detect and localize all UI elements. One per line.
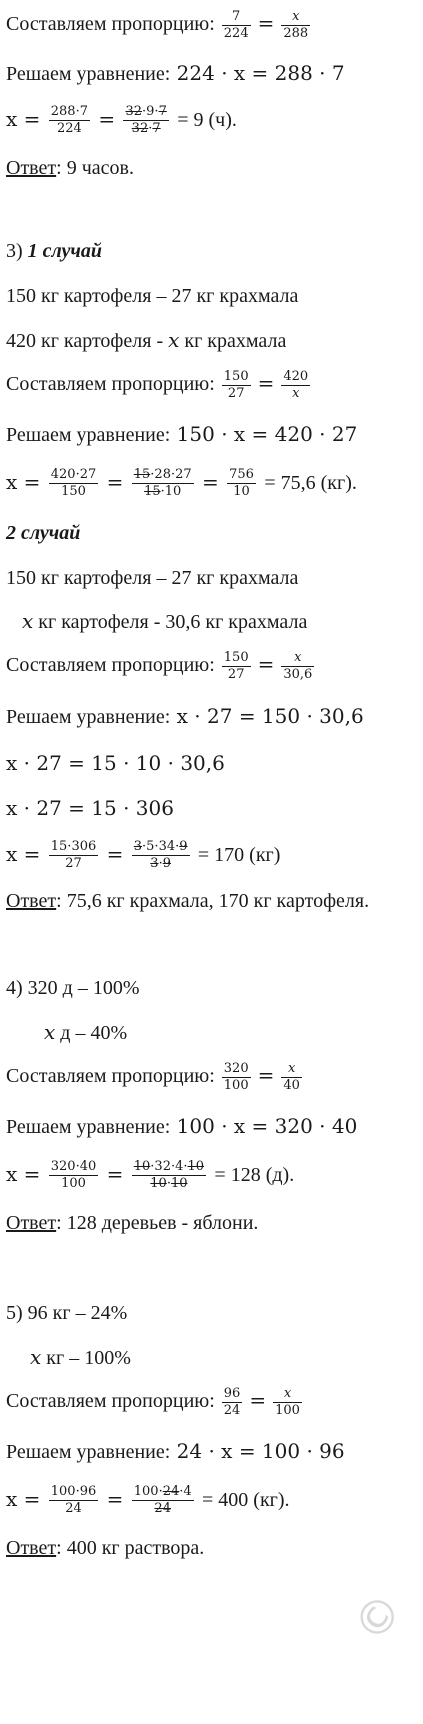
watermark-logo: ©: [342, 1583, 413, 1652]
p3-case2-step2: x · 27 = 15 · 306: [6, 796, 174, 820]
fraction: $\frac{320\cdot 40}{100}$: [50, 1159, 97, 1191]
fraction: $\frac{150}{27}$: [223, 369, 249, 401]
p5-solve-line: Решаем уравнение: 24 · x = 100 · 96: [6, 1439, 345, 1463]
fraction: $\frac{100\cdot 24\cdot 4}{24}$: [133, 1484, 192, 1516]
p3-case2-solve-line: Решаем уравнение: x · 27 = 150 · 30,6: [6, 704, 364, 728]
p4-answer: Ответ: 128 деревьев - яблони.: [6, 1212, 259, 1234]
fraction: $\frac{288\cdot 7}{224}$: [50, 104, 88, 136]
fraction: $\frac{7}{224}$: [223, 9, 249, 41]
p2-solution-line: x = $\frac{288\cdot 7}{224}$ = $\frac{32\cdot 9\cdot 7}{32\cdot 7}$ = 9 (ч).: [6, 104, 237, 136]
p3-case2-step1: x · 27 = 15 · 10 · 30,6: [6, 751, 225, 775]
p3-answer: Ответ: 75,6 кг крахмала, 170 кг картофеля.: [6, 890, 370, 912]
fraction: $\frac{150}{27}$: [223, 650, 249, 682]
p3-case2-proportion-line: Составляем пропорцию: $\frac{150}{27}$ = $\frac{x}{30,6}$: [6, 650, 313, 682]
p4-solution-line: x = $\frac{320\cdot 40}{100}$ = $\frac{10\cdot 32\cdot 4\cdot 10}{10\cdot 10}$ = 128 (д).: [6, 1159, 295, 1191]
p3-line1: 150 кг картофеля – 27 кг крахмала: [6, 285, 299, 307]
p5-answer: Ответ: 400 кг раствора.: [6, 1537, 205, 1559]
fraction: $\frac{10\cdot 32\cdot 4\cdot 10}{10\cdot 10}$: [133, 1159, 205, 1191]
p4-proportion-line: Составляем пропорцию: $\frac{320}{100}$ = $\frac{x}{40}$: [6, 1061, 300, 1093]
fraction: $\frac{x}{100}$: [275, 1386, 300, 1418]
p3-case2-header: 2 случай: [6, 522, 81, 544]
fraction: $\frac{x}{40}$: [283, 1061, 300, 1093]
p2-answer: Ответ: 9 часов.: [6, 157, 134, 179]
fraction: $\frac{15\cdot 28\cdot 27}{15\cdot 10}$: [133, 467, 192, 499]
p3-line2: 420 кг картофеля - x кг крахмала: [6, 328, 287, 352]
p3-case2-line1: 150 кг картофеля – 27 кг крахмала: [6, 567, 299, 589]
fraction: $\frac{420}{x}$: [283, 369, 309, 401]
p3-case2-solution-line: x = $\frac{15\cdot 306}{27}$ = $\frac{3\cdot 5\cdot 34\cdot 9}{3\cdot 9}$ = 170 (кг): [6, 839, 281, 871]
fraction: $\frac{320}{100}$: [223, 1061, 249, 1093]
fraction: $\frac{x}{30,6}$: [283, 650, 313, 682]
p5-line2: x кг – 100%: [30, 1345, 131, 1369]
fraction: $\frac{32\cdot 9\cdot 7}{32\cdot 7}$: [125, 104, 167, 136]
p4-line1: 4) 320 д – 100%: [6, 977, 140, 999]
p2-proportion-line: Составляем пропорцию: $\frac{7}{224}$ = $\frac{x}{288}$: [6, 9, 309, 41]
fraction: $\frac{15\cdot 306}{27}$: [50, 839, 97, 871]
p5-proportion-line: Составляем пропорцию: $\frac{96}{24}$ = $\frac{x}{100}$: [6, 1386, 300, 1418]
p2-solve-line: Решаем уравнение: 224 · x = 288 · 7: [6, 61, 345, 85]
p3-solve-line: Решаем уравнение: 150 · x = 420 · 27: [6, 422, 358, 446]
fraction: $\frac{96}{24}$: [223, 1386, 241, 1418]
p3-case2-line2: x кг картофеля - 30,6 кг крахмала: [22, 609, 308, 633]
fraction: $\frac{756}{10}$: [229, 467, 254, 499]
fraction: $\frac{x}{288}$: [283, 9, 309, 41]
p3-header: 3) 1 случай: [6, 240, 103, 262]
p4-line2: x д – 40%: [44, 1020, 128, 1044]
p3-proportion-line: Составляем пропорцию: $\frac{150}{27}$ = $\frac{420}{x}$: [6, 369, 309, 401]
p5-line1: 5) 96 кг – 24%: [6, 1302, 128, 1324]
p4-solve-line: Решаем уравнение: 100 · x = 320 · 40: [6, 1114, 358, 1138]
fraction: $\frac{100\cdot 96}{24}$: [50, 1484, 97, 1516]
fraction: $\frac{3\cdot 5\cdot 34\cdot 9}{3\cdot 9}$: [133, 839, 188, 871]
p3-solution-line: x = $\frac{420\cdot 27}{150}$ = $\frac{15\cdot 28\cdot 27}{15\cdot 10}$ = $\frac{756}{10}$ = 75,6 (кг).: [6, 467, 357, 499]
p5-solution-line: x = $\frac{100\cdot 96}{24}$ = $\frac{100\cdot 24\cdot 4}{24}$ = 400 (кг).: [6, 1484, 290, 1516]
fraction: $\frac{420\cdot 27}{150}$: [50, 467, 97, 499]
